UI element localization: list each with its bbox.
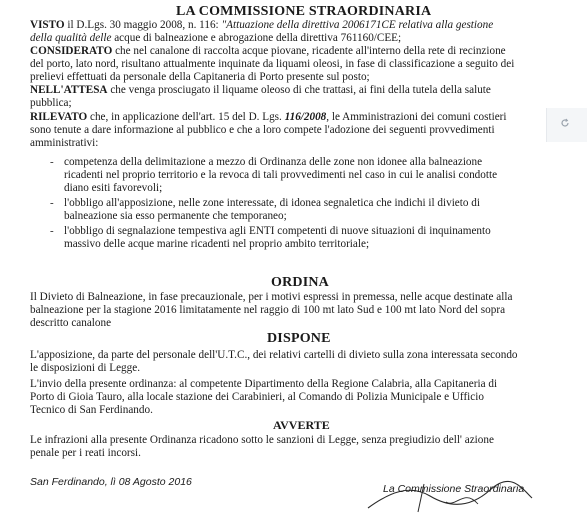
dispone-para1-line-2: le disposizioni di Legge. [30, 362, 140, 374]
refresh-icon[interactable] [560, 118, 570, 128]
avverte-line-1: Le infrazioni alla presente Ordinanza ricadono sotto le sanzioni di Legge, senza pregiudizio dell' azione [30, 434, 494, 446]
dispone-para2-line-1: L'invio della presente ordinanza: al competente Dipartimento della Regione Calabria, alla Capitaneria di [30, 378, 498, 390]
nellattesa-keyword: NELL'ATTESA [30, 84, 108, 96]
visto-line-1 [30, 19, 493, 32]
bullet-1-symbol: - [50, 156, 54, 168]
visto-citation-cont: della qualità delle [30, 32, 112, 44]
ordina-line-3: descritto canalone [30, 317, 112, 329]
rilevato-law-ref: 116/2008 [284, 111, 327, 123]
considerato-line-3: prelievi effettuati da personale della Capitaneria di Porto presente sul posto; [30, 71, 370, 83]
rilevato-line-2: sono tenute a dare informazione al pubblico e che a loro compete l'adozione dei seguenti provvedimenti [30, 124, 495, 136]
rilevato-text-1c: , le Amministrazioni dei comuni costieri [326, 111, 507, 123]
bullet-3-line-1: l'obbligo di segnalazione tempestiva agli ENTI competenti di nuove situazioni di inquinamento [64, 225, 491, 237]
bullet-2-line-1: l'obbligo all'apposizione, nelle zone interessate, di idonea segnaletica che indichi il divieto di [64, 197, 480, 209]
bullet-2-symbol: - [50, 197, 54, 209]
visto-text: il D.Lgs. 30 maggio 2008, n. 116: [67, 19, 222, 31]
dispone-para2-line-3: Tecnico di San Ferdinando. [30, 404, 153, 416]
visto-keyword: VISTO [30, 19, 65, 31]
dispone-heading: DISPONE [267, 331, 331, 346]
considerato-text-1: che nel canalone di raccolta acque piovane, ricadente all'interno della rete di recinzione [112, 45, 506, 57]
place-date: San Ferdinando, lì 08 Agosto 2016 [30, 476, 192, 488]
nellattesa-text-1: che venga prosciugato il liquame oleoso di che trattasi, ai fini della tutela della salute [107, 84, 491, 96]
avverte-heading: AVVERTE [273, 418, 330, 432]
bullet-1-line-1: competenza della delimitazione a mezzo di Ordinanza delle zone non idonee alla balneazione [64, 156, 483, 168]
ordina-line-2: balneazione per la stagione 2016 limitatamente nel raggio di 100 mt lato Sud e 100 mt lato Nord del sopra [30, 304, 506, 316]
bullet-1-line-3: diano esiti favorevoli; [64, 182, 163, 194]
document-title: LA COMMISSIONE STRAORDINARIA [176, 4, 432, 19]
bullet-2-line-2: balneazione sia esso permanente che temporaneo; [64, 210, 287, 222]
bullet-1-line-2: ricadenti nel proprio territorio e la revoca di tali provvedimenti nel caso in cui le analisi condotte [64, 169, 498, 181]
considerato-keyword: CONSIDERATO [30, 45, 113, 57]
rilevato-line-1 [30, 111, 507, 124]
dispone-para2-line-2: Porto di Gioia Tauro, alla locale stazione dei Carabinieri, al Comando di Polizia Municipale e Ufficio [30, 391, 484, 403]
ordina-line-1: Il Divieto di Balneazione, in fase precauzionale, per i motivi espressi in premessa, nelle acque destinate alla [30, 291, 513, 303]
bullet-3-symbol: - [50, 225, 54, 237]
dispone-para1-line-1: L'apposizione, da parte del personale dell'U.T.C., dei relativi cartelli di divieto sulla zona interessata secondo [30, 349, 518, 361]
visto-text-cont: acque di balneazione e abrogazione della direttiva 761160/CEE; [111, 32, 402, 44]
bullet-3-line-2: massivo delle acque marine ricadenti nel proprio ambito territoriale; [64, 238, 370, 250]
rilevato-line-3: amministrativi: [30, 137, 99, 149]
nellattesa-line-2: pubblica; [30, 97, 72, 109]
rilevato-text-1a: che, in applicazione dell'art. 15 del D. Lgs. [87, 111, 285, 123]
visto-citation: "Attuazione della direttiva 2006171CE relativa alla gestione [221, 19, 494, 31]
visto-line-2 [30, 32, 401, 45]
considerato-line-1 [30, 45, 506, 58]
considerato-line-2: del porto, lato nord, risultano attualmente inquinate da liquami oleosi, in fase di classificazione a seguito dei [30, 58, 515, 70]
ordina-heading: ORDINA [271, 275, 329, 290]
rilevato-keyword: RILEVATO [30, 111, 88, 123]
nellattesa-line-1 [30, 84, 491, 97]
signature-label: La Commissione Straordinaria [383, 483, 525, 495]
avverte-line-2: penale per i reati incorsi. [30, 447, 141, 459]
